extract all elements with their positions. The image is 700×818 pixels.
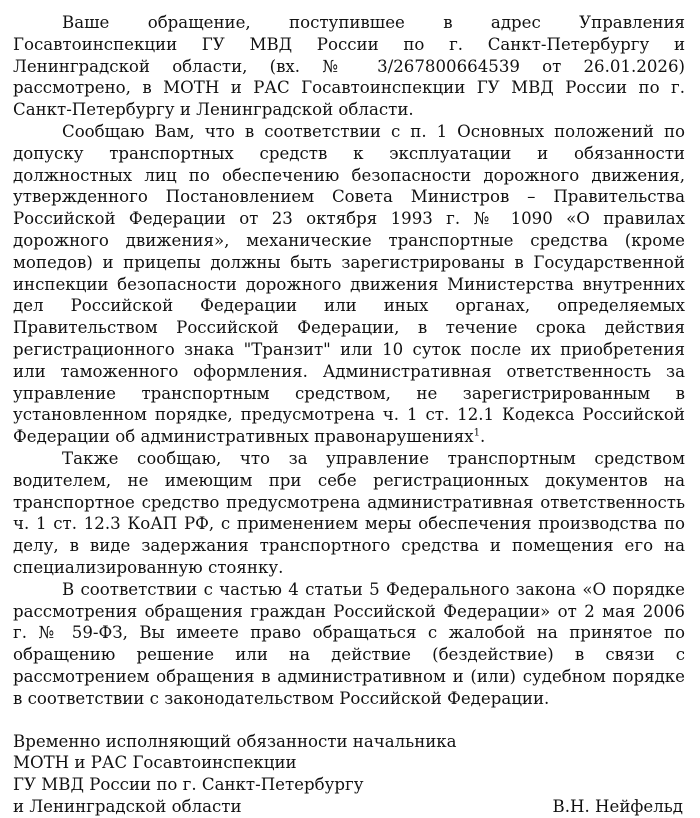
signature-block [13,731,685,818]
paragraph-documents-liability: Также сообщаю, что за управление транспортным средством водителем, не имеющим при себе регистрационных документов на транспортное средство предусмотрена административная ответственность ч. 1 ст. 12.3 КоАП РФ, с применением меры обеспечения производства по делу, в виде задержания транспортного средства и помещения его на специализированную стоянку. [13,448,685,577]
paragraph-appeal-rights: В соответствии с частью 4 статьи 5 Федерального закона «О порядке рассмотрения обращения граждан Российской Федерации» от 2 мая 2006 г. № 59-ФЗ, Вы имеете право обращаться с жалобой на принятое по обращению решение или на действие (бездействие) в связи с рассмотрением обращения в административном и (или) судебном порядке в соответствии с законодательством Российской Федерации. [13,579,685,708]
paragraph-appeal-received: Ваше обращение, поступившее в адрес Управления Госавтоинспекции ГУ МВД России по г. Санкт-Петербургу и Ленинградской области, (вх. № 3/267800664539 от 26.01.2026) рассмотрено, в МОТН и РАС Госавтоинспекции ГУ МВД России по г. Санкт-Петербургу и Ленинградской области. [13,13,685,120]
letter-body [13,12,685,818]
footnote-trailing-period: . [479,427,486,447]
signature-position-line-3: ГУ МВД России по г. Санкт-Петербургу [13,775,364,795]
signature-position-line-4: и Ленинградской области [13,796,242,816]
paragraph-registration-rules-text: Сообщаю Вам, что в соответствии с п. 1 Основных положений по допуску транспортных средств к эксплуатации и обязанности должностных лиц по обеспечению безопасности дорожного движения, утвержденного Постановлением Совета Министров – Правительства Российской Федерации от 23 октября 1993 г. № 1090 «О правилах дорожного движения», механические транспортные средства (кроме мопедов) и прицепы должны быть зарегистрированы в Государственной инспекции безопасности дорожного движения Министерства внутренних дел Российской Федерации или иных органах, определяемых Правительством Российской Федерации, в течение срока действия регистрационного знака "Транзит" или 10 суток после их приобретения или таможенного оформления. Административная ответственность за управление транспортным средством, не зарегистрированным в установленном порядке, предусмотрена ч. 1 ст. 12.1 Кодекса Российской Федерации об административных правонарушениях [13,121,685,447]
paragraph-registration-rules [13,121,685,448]
signature-position-line-2: МОТН и РАС Госавтоинспекции [13,753,297,773]
signer-name: В.Н. Нейфельд [552,796,683,816]
signature-position-line-1: Временно исполняющий обязанности начальника [13,731,457,751]
footnote-mark: 1 [473,427,480,439]
